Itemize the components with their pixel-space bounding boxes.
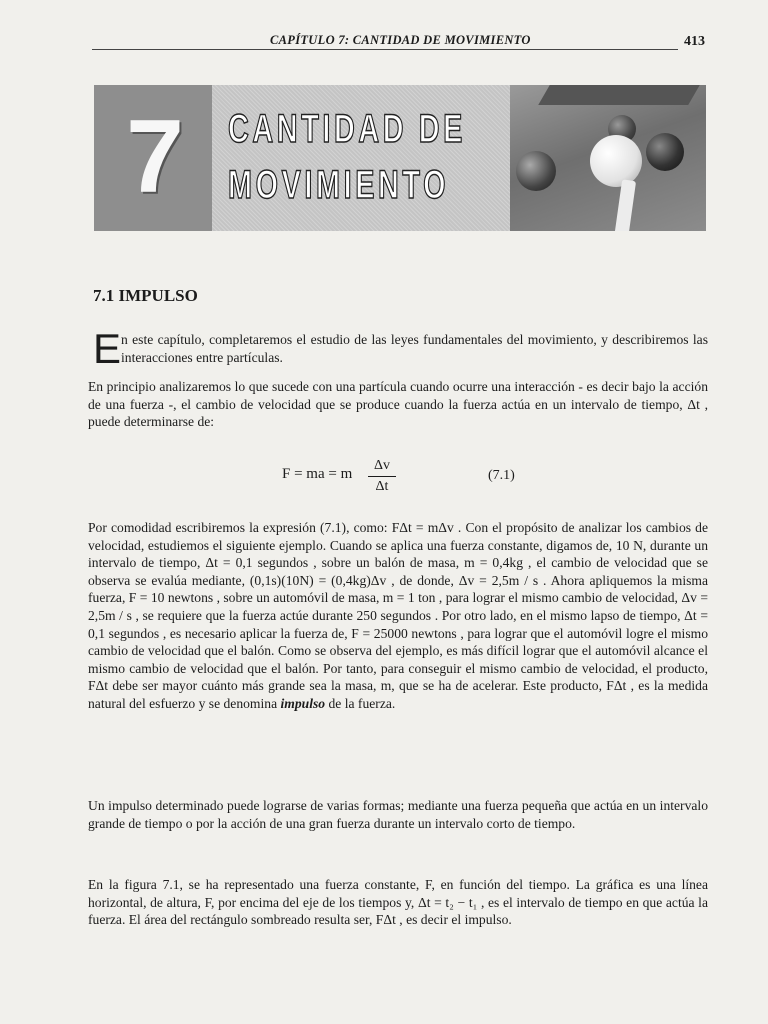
drop-cap: E [93,325,122,372]
chapter-title-line-1: CANTIDAD DE [228,107,466,151]
paragraph-example-end: de la fuerza. [325,695,396,711]
chapter-banner [94,85,706,231]
chapter-title-line-2: MOVIMIENTO [228,163,450,207]
equation-numerator: Δv [373,458,390,473]
chapter-number: 7 [126,99,184,215]
equation-lhs: F = ma = m [282,466,353,482]
equation-denominator: Δt [375,479,389,494]
section-title: 7.1 IMPULSO [93,286,198,305]
term-impulso: impulso [280,695,326,711]
page-number: 413 [684,34,705,49]
paragraph-principle: En principio analizaremos lo que sucede con una partícula cuando ocurre una interacción - es decir bajo la acción de una fuerza -, el cambio de velocidad que se produce cuando la fuerza actúa en un intervalo de tiempo, Δt , puede determinarse de: [88,379,708,430]
cue-ball [590,135,642,187]
cue-stick [614,179,636,231]
paragraph-intro: n este capítulo, completaremos el estudio de las leyes fundamentales del movimiento, y describiremos las interacciones entre partículas. [121,332,708,365]
billiard-ball [646,133,684,171]
paragraph-impulse-forms: Un impulso determinado puede lograrse de varias formas; mediante una fuerza pequeña que actúa en un intervalo grande de tiempo o por la acción de una gran fuerza durante un intervalo corto de tiempo. [88,798,708,831]
paragraph-example-text: Por comodidad escribiremos la expresión (7.1), como: FΔt = mΔv . Con el propósito de analizar los cambios de velocidad, estudiemos el siguiente ejemplo. Cuando se aplica una fuerza constante, digamos de, 10 N, durante un intervalo de tiempo, Δt = 0,1 segundos , sobre un balón de masa, m = 0,4kg , el cambio de velocidad que se observa se evalúa mediante, (0,1s)(10N) = (0,4kg)Δv , de donde, Δv = 2,5m / s . Ahora apliquemos la misma fuerza, F = 10 newtons , sobre un automóvil de masa, m = 1 ton , para lograr el mismo cambio de velocidad, Δv = 2,5m / s , se requiere que la fuerza actúe durante 250 segundos . Por otro lado, en el mismo lapso de tiempo, Δt = 0,1 segundos , es necesario aplicar la fuerza de, F = 25000 newtons , para lograr que el automóvil logre el mismo cambio de velocidad que el balón. Como se observa del ejemplo, es más difícil lograr que el automóvil alcance el mismo cambio de velocidad que el balón. Por tanto, para conseguir el mismo cambio de velocidad, el producto, FΔt debe ser mayor cuánto más grande sea la masa, m, que se ha de acelerar. Este producto, FΔt , es la medida natural del esfuerzo y se denomina [88,520,708,711]
equation-number: (7.1) [488,468,515,483]
billiard-ball [516,151,556,191]
billiard-balls-photo [510,85,706,231]
paragraph-example [88,519,708,713]
running-head: CAPÍTULO 7: CANTIDAD DE MOVIMIENTO [270,33,531,47]
chapter-number-box [94,85,212,231]
chapter-title-box [212,85,510,231]
header-rule [92,49,678,50]
paragraph-figure-ref: En la figura 7.1, se ha representado una fuerza constante, F, en función del tiempo. La gráfica es una línea horizontal, de altura, F, por encima del eje de los tiempos y, Δt = t₂ − t₁ , es el intervalo de tiempo en que actúa la fuerza. El área del rectángulo sombreado resulta ser, FΔt , es decir el impulso. [88,877,708,928]
table-rail [538,85,700,105]
